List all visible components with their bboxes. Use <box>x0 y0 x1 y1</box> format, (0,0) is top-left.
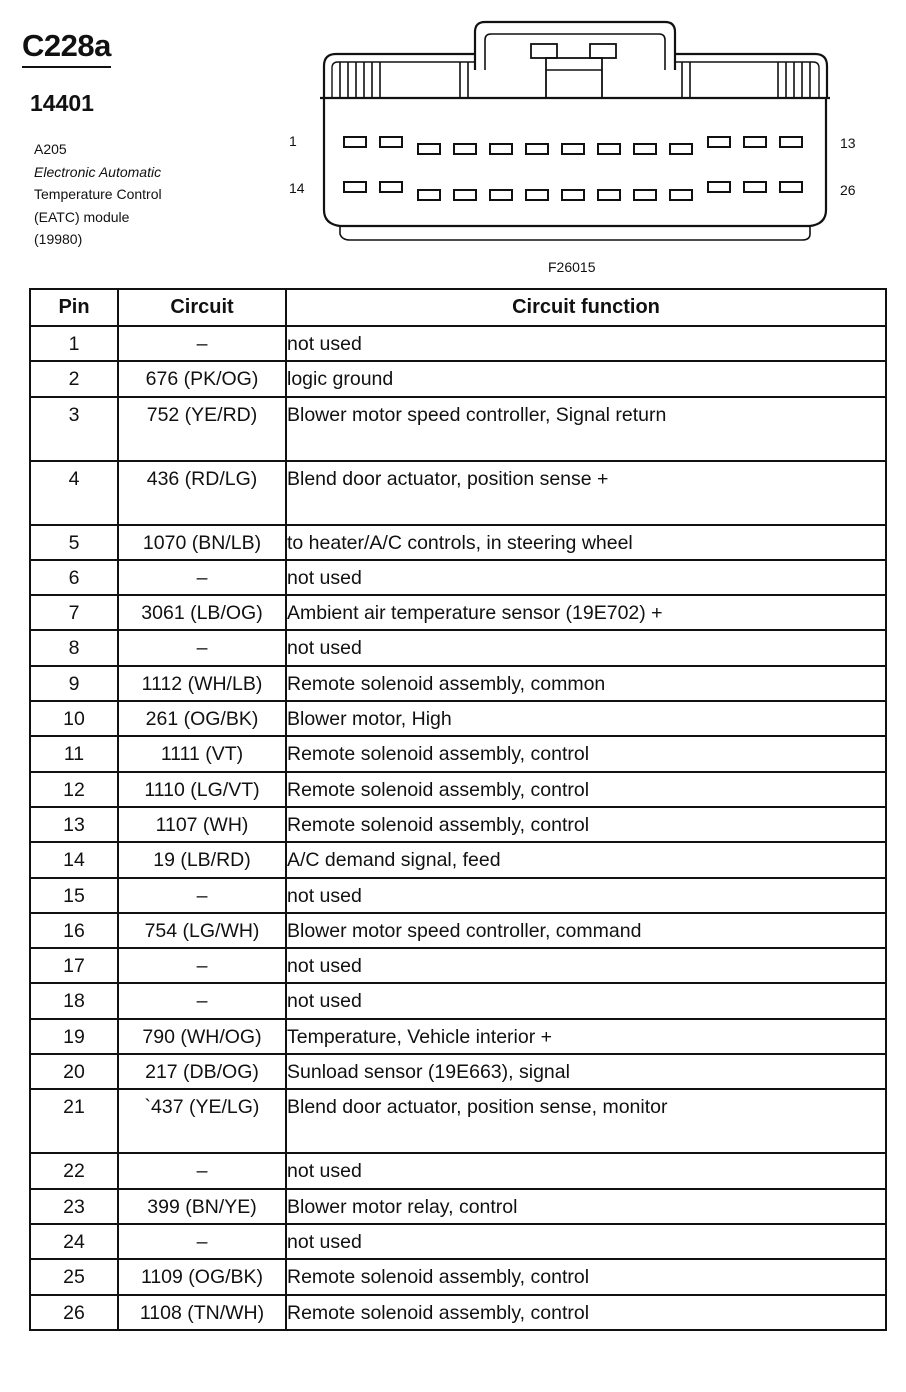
circuit-cell: 1108 (TN/WH) <box>118 1295 286 1330</box>
circuit-cell: – <box>118 878 286 913</box>
function-cell: not used <box>286 560 886 595</box>
pin-label-14: 14 <box>289 180 305 196</box>
function-cell: Remote solenoid assembly, control <box>286 736 886 771</box>
circuit-cell: – <box>118 560 286 595</box>
circuit-cell: 1110 (LG/VT) <box>118 772 286 807</box>
table-row <box>30 1295 886 1330</box>
circuit-cell: `437 (YE/LG) <box>118 1089 286 1153</box>
circuit-cell: – <box>118 630 286 665</box>
circuit-cell: 19 (LB/RD) <box>118 842 286 877</box>
connector-face-diagram <box>310 10 830 245</box>
circuit-cell: – <box>118 948 286 983</box>
table-row <box>30 878 886 913</box>
table-row <box>30 397 886 461</box>
circuit-cell: 217 (DB/OG) <box>118 1054 286 1089</box>
table-row <box>30 983 886 1018</box>
function-cell: logic ground <box>286 361 886 396</box>
function-cell: Blend door actuator, position sense + <box>286 461 886 525</box>
function-cell: Blower motor speed controller, command <box>286 913 886 948</box>
circuit-cell: – <box>118 983 286 1018</box>
circuit-cell: 399 (BN/YE) <box>118 1189 286 1224</box>
function-cell: not used <box>286 1153 886 1188</box>
function-cell: not used <box>286 878 886 913</box>
circuit-cell: 754 (LG/WH) <box>118 913 286 948</box>
pin-cell: 11 <box>30 736 118 771</box>
function-cell: Sunload sensor (19E663), signal <box>286 1054 886 1089</box>
table-row <box>30 948 886 983</box>
pin-label-26: 26 <box>840 182 856 198</box>
pin-cell: 20 <box>30 1054 118 1089</box>
circuit-cell: 1111 (VT) <box>118 736 286 771</box>
pin-cell: 3 <box>30 397 118 461</box>
pin-cell: 21 <box>30 1089 118 1153</box>
function-cell: A/C demand signal, feed <box>286 842 886 877</box>
pin-cell: 9 <box>30 666 118 701</box>
table-row <box>30 772 886 807</box>
function-cell: Remote solenoid assembly, control <box>286 807 886 842</box>
pin-cell: 2 <box>30 361 118 396</box>
circuit-cell: 261 (OG/BK) <box>118 701 286 736</box>
circuit-cell: 752 (YE/RD) <box>118 397 286 461</box>
function-cell: Blend door actuator, position sense, monitor <box>286 1089 886 1153</box>
function-cell: Blower motor relay, control <box>286 1189 886 1224</box>
table-row <box>30 1259 886 1294</box>
pin-cell: 4 <box>30 461 118 525</box>
description-line: Temperature Control <box>34 186 162 202</box>
function-cell: Blower motor speed controller, Signal return <box>286 397 886 461</box>
description-line: (EATC) module <box>34 208 130 225</box>
function-cell: Ambient air temperature sensor (19E702) + <box>286 595 886 630</box>
header-pin: Pin <box>30 289 118 326</box>
table-row <box>30 736 886 771</box>
pin-cell: 18 <box>30 983 118 1018</box>
pin-cell: 6 <box>30 560 118 595</box>
table-row <box>30 701 886 736</box>
pin-cell: 16 <box>30 913 118 948</box>
table-row <box>30 595 886 630</box>
function-cell: not used <box>286 1224 886 1259</box>
table-row <box>30 666 886 701</box>
function-cell: Remote solenoid assembly, control <box>286 1295 886 1330</box>
function-cell: to heater/A/C controls, in steering wheel <box>286 525 886 560</box>
table-row <box>30 525 886 560</box>
circuit-cell: 1112 (WH/LB) <box>118 666 286 701</box>
pin-cell: 7 <box>30 595 118 630</box>
pin-cell: 12 <box>30 772 118 807</box>
circuit-cell: 1107 (WH) <box>118 807 286 842</box>
connector-id: C228a <box>22 28 111 68</box>
table-row <box>30 1224 886 1259</box>
figure-code: F26015 <box>548 259 596 275</box>
description-line: (19980) <box>34 231 83 247</box>
function-cell: not used <box>286 326 886 361</box>
function-cell: Temperature, Vehicle interior + <box>286 1019 886 1054</box>
table-row <box>30 1189 886 1224</box>
table-row <box>30 1153 886 1188</box>
pin-cell: 8 <box>30 630 118 665</box>
circuit-cell: – <box>118 1153 286 1188</box>
table-header-row <box>30 289 886 326</box>
table-row <box>30 913 886 948</box>
circuit-cell: 790 (WH/OG) <box>118 1019 286 1054</box>
function-cell: not used <box>286 983 886 1018</box>
pin-cell: 13 <box>30 807 118 842</box>
pin-cell: 23 <box>30 1189 118 1224</box>
table-row <box>30 842 886 877</box>
circuit-cell: – <box>118 326 286 361</box>
pin-cell: 5 <box>30 525 118 560</box>
pin-cell: 15 <box>30 878 118 913</box>
circuit-cell: 436 (RD/LG) <box>118 461 286 525</box>
pin-cell: 17 <box>30 948 118 983</box>
description-line: A205 <box>34 141 67 157</box>
table-row <box>30 1019 886 1054</box>
pin-cell: 14 <box>30 842 118 877</box>
table-row <box>30 807 886 842</box>
description-line: Electronic Automatic <box>34 163 162 180</box>
function-cell: Remote solenoid assembly, common <box>286 666 886 701</box>
pin-cell: 1 <box>30 326 118 361</box>
function-cell: not used <box>286 948 886 983</box>
table-row <box>30 326 886 361</box>
table-row <box>30 630 886 665</box>
function-cell: not used <box>286 630 886 665</box>
pin-cell: 19 <box>30 1019 118 1054</box>
pin-cell: 26 <box>30 1295 118 1330</box>
pin-cell: 22 <box>30 1153 118 1188</box>
pinout-table <box>29 288 887 1331</box>
table-row <box>30 1054 886 1089</box>
pin-cell: 25 <box>30 1259 118 1294</box>
table-row <box>30 560 886 595</box>
function-cell: Remote solenoid assembly, control <box>286 772 886 807</box>
pin-label-1: 1 <box>289 133 297 149</box>
circuit-cell: 676 (PK/OG) <box>118 361 286 396</box>
table-row <box>30 361 886 396</box>
module-description <box>34 138 162 251</box>
pin-label-13: 13 <box>840 135 856 151</box>
circuit-cell: – <box>118 1224 286 1259</box>
pin-cell: 24 <box>30 1224 118 1259</box>
pin-cell: 10 <box>30 701 118 736</box>
part-number: 14401 <box>30 90 94 116</box>
header-function: Circuit function <box>286 289 886 326</box>
circuit-cell: 1109 (OG/BK) <box>118 1259 286 1294</box>
header-circuit: Circuit <box>118 289 286 326</box>
circuit-cell: 3061 (LB/OG) <box>118 595 286 630</box>
table-row <box>30 461 886 525</box>
function-cell: Remote solenoid assembly, control <box>286 1259 886 1294</box>
function-cell: Blower motor, High <box>286 701 886 736</box>
table-row <box>30 1089 886 1153</box>
circuit-cell: 1070 (BN/LB) <box>118 525 286 560</box>
